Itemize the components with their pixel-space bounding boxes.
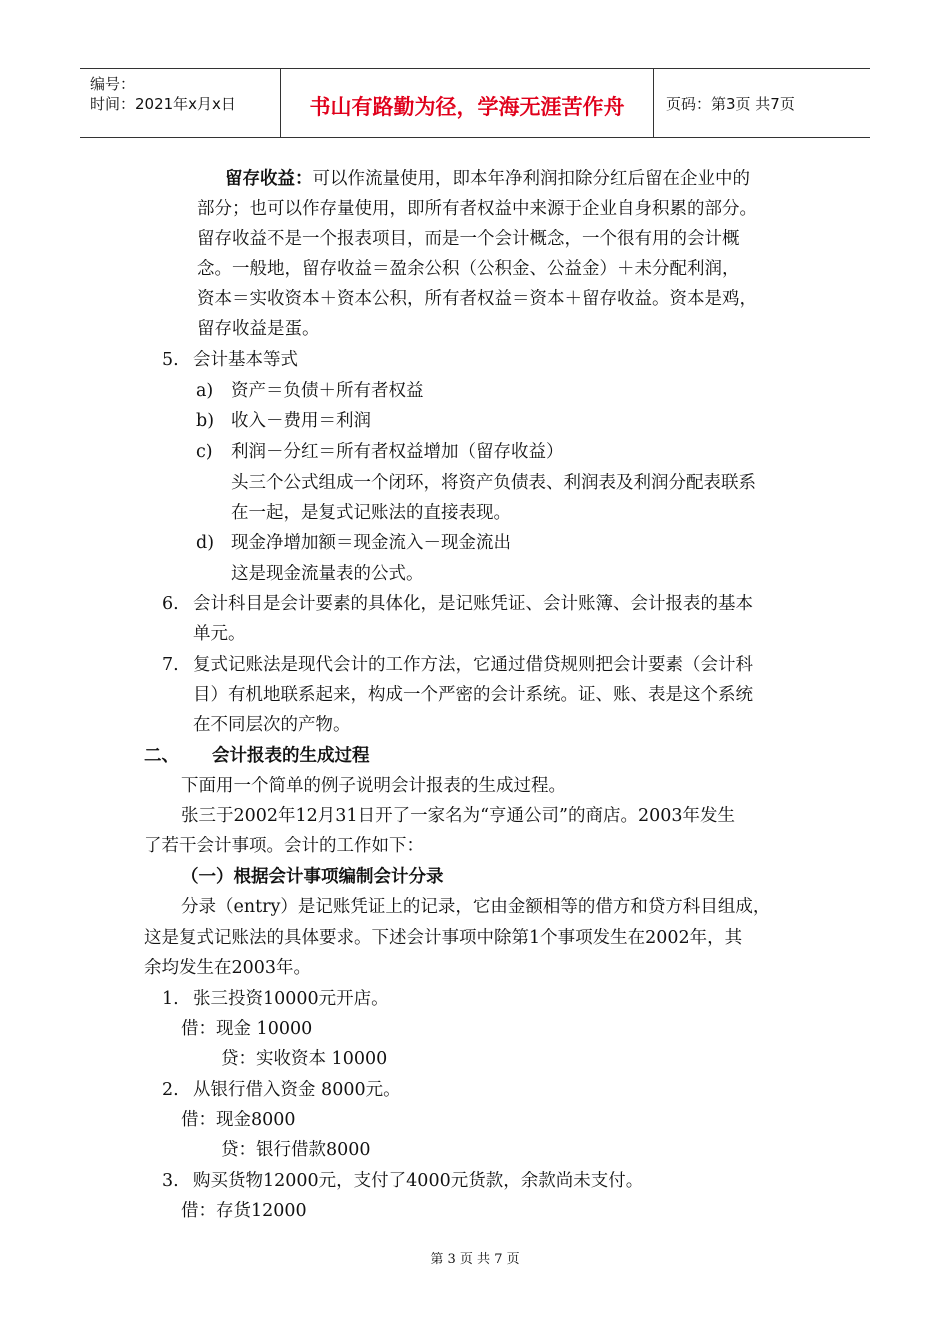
header-meta-cell (80, 69, 281, 137)
page-footer: 第 3 页 共 7 页 (430, 1252, 520, 1267)
sub-item-c-note-1: 头三个公式组成一个闭环，将资产负债表、利润表及利润分配表联系 (231, 473, 756, 493)
sub-item-c-text: 利润－分红＝所有者权益增加（留存收益） (231, 442, 564, 462)
sub-item-a-label: a) (196, 381, 214, 401)
entry-2-number: 2. (162, 1080, 179, 1100)
retained-earnings-line-1 (225, 164, 750, 194)
paragraph-1: 下面用一个简单的例子说明会计报表的生成过程。 (181, 776, 566, 796)
entry-3-debit: 借：存货12000 (181, 1201, 307, 1221)
item-6-number: 6. (162, 594, 179, 614)
item-5-text: 会计基本等式 (193, 350, 298, 370)
entry-1-debit: 借：现金 10000 (181, 1019, 313, 1039)
header-motto-cell (281, 69, 654, 137)
retained-earnings-term: 留存收益： (225, 169, 313, 189)
date-label: 时间：2021年x月x日 (90, 95, 236, 113)
subsection-1-title: （一）根据会计事项编制会计分录 (181, 867, 444, 887)
entry-3-number: 3. (162, 1171, 179, 1191)
retained-earnings-line-2: 部分；也可以作存量使用，即所有者权益中来源于企业自身积累的部分。 (197, 199, 757, 219)
section-2-title: 会计报表的生成过程 (212, 746, 370, 766)
item-7-line-2: 目）有机地联系起来，构成一个严密的会计系统。证、账、表是这个系统 (193, 685, 753, 705)
sub-item-d-label: d) (196, 533, 215, 553)
page-label: 页码：第3页 共7页 (666, 95, 795, 113)
paragraph-3-line-3: 余均发生在2003年。 (144, 958, 312, 978)
retained-earnings-line-3: 留存收益不是一个报表项目，而是一个会计概念，一个很有用的会计概 (197, 229, 740, 249)
sub-item-d-note: 这是现金流量表的公式。 (231, 564, 424, 584)
entry-1-number: 1. (162, 989, 179, 1009)
sub-item-d-text: 现金净增加额＝现金流入－现金流出 (231, 533, 511, 553)
motto: 书山有路勤为径，学海无涯苦作舟 (309, 95, 625, 119)
paragraph-3-line-1: 分录（entry）是记账凭证上的记录，它由金额相等的借方和贷方科目组成， (181, 897, 771, 917)
retained-earnings-line-6: 留存收益是蛋。 (197, 319, 320, 339)
item-5-number: 5. (162, 350, 179, 370)
sub-item-c-note-2: 在一起，是复式记账法的直接表现。 (231, 503, 511, 523)
serial-label: 编号： (90, 75, 136, 93)
entry-1-credit: 贷：实收资本 10000 (221, 1049, 388, 1069)
item-7-line-3: 在不同层次的产物。 (193, 715, 351, 735)
retained-earnings-line-5: 资本＝实收资本＋资本公积，所有者权益＝资本＋留存收益。资本是鸡， (197, 289, 757, 309)
entry-2-text: 从银行借入资金 8000元。 (193, 1080, 401, 1100)
sub-item-b-text: 收入－费用＝利润 (231, 411, 371, 431)
sub-item-a-text: 资产＝负债＋所有者权益 (231, 381, 424, 401)
entry-2-credit: 贷：银行借款8000 (221, 1140, 371, 1160)
page-header (80, 68, 870, 138)
section-2-number: 二、 (144, 746, 179, 766)
retained-earnings-line-4: 念。一般地，留存收益＝盈余公积（公积金、公益金）＋未分配利润， (197, 259, 740, 279)
sub-item-c-label: c) (196, 442, 213, 462)
retained-earnings-text: 可以作流量使用，即本年净利润扣除分红后留在企业中的 (312, 169, 750, 189)
item-6-line-1: 会计科目是会计要素的具体化，是记账凭证、会计账簿、会计报表的基本 (193, 594, 753, 614)
item-7-number: 7. (162, 655, 179, 675)
header-page-cell (654, 69, 870, 137)
item-7-line-1: 复式记账法是现代会计的工作方法，它通过借贷规则把会计要素（会计科 (193, 655, 753, 675)
entry-1-text: 张三投资10000元开店。 (193, 989, 389, 1009)
paragraph-3-line-2: 这是复式记账法的具体要求。下述会计事项中除第1个事项发生在2002年，其 (144, 928, 743, 948)
paragraph-2-line-1: 张三于2002年12月31日开了一家名为“亨通公司”的商店。2003年发生 (181, 806, 735, 826)
paragraph-2-line-2: 了若干会计事项。会计的工作如下： (144, 836, 424, 856)
entry-2-debit: 借：现金8000 (181, 1110, 296, 1130)
sub-item-b-label: b) (196, 411, 215, 431)
entry-3-text: 购买货物12000元，支付了4000元货款，余款尚未支付。 (193, 1171, 644, 1191)
item-6-line-2: 单元。 (193, 624, 246, 644)
